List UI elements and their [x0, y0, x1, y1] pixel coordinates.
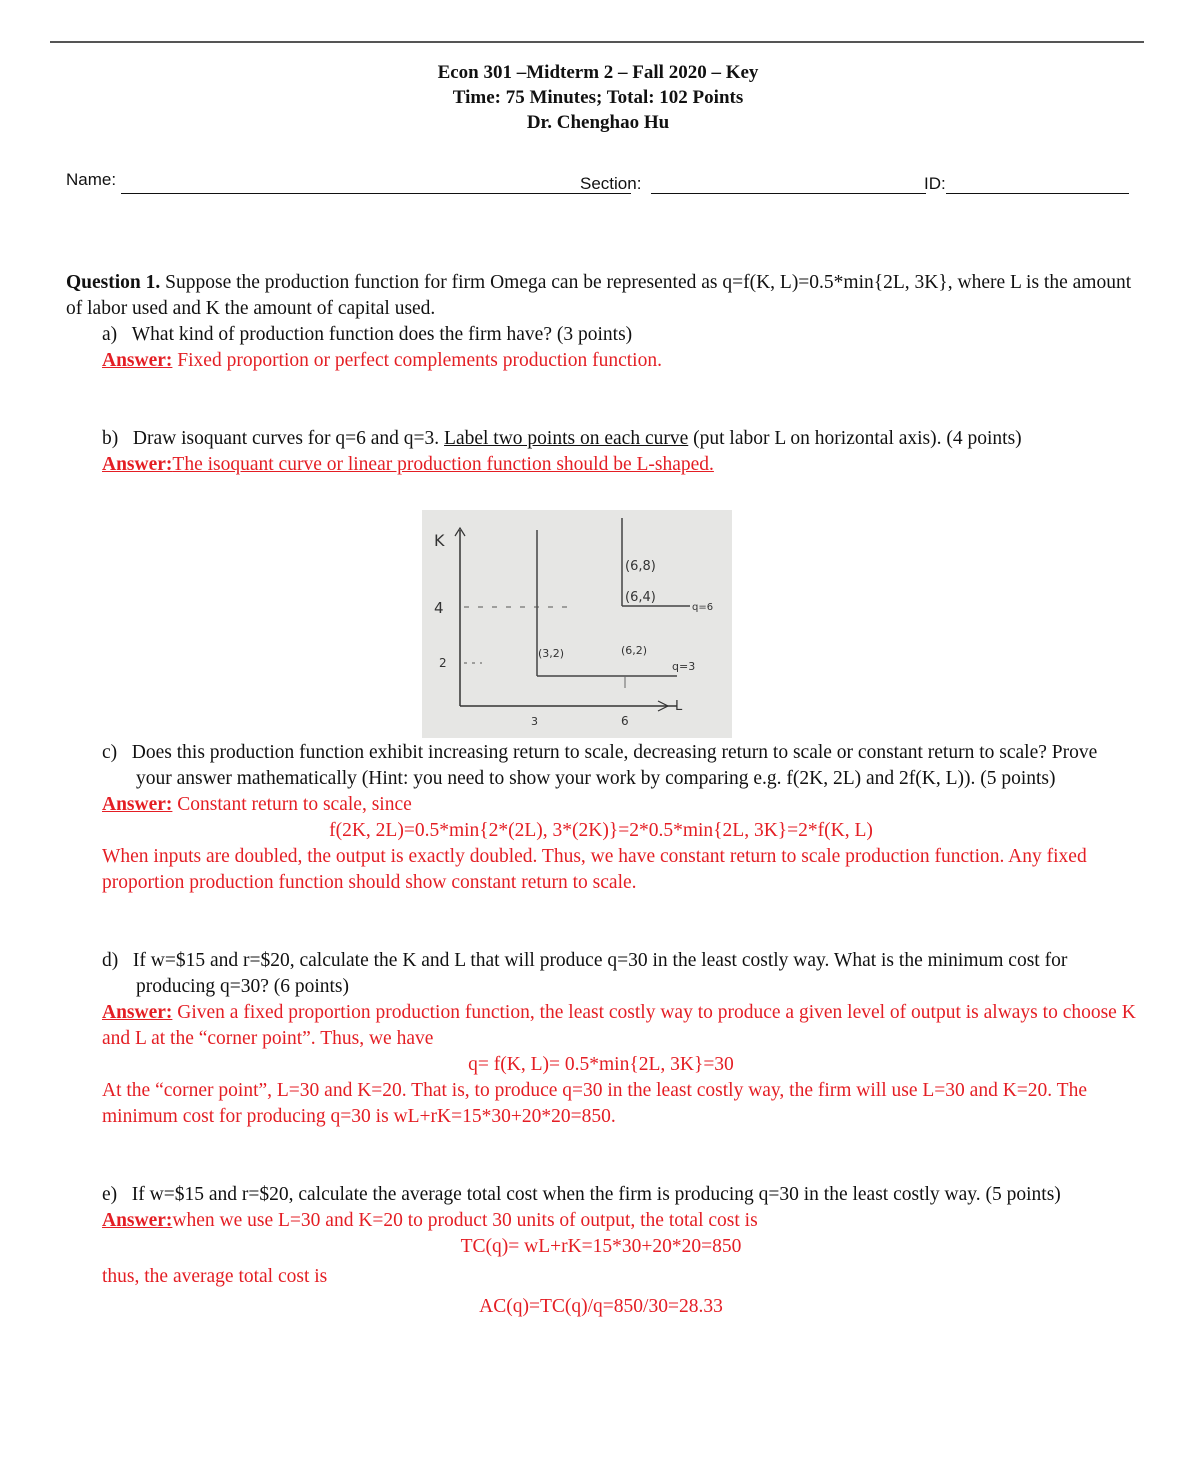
part-b-text-post: (put labor L on horizontal axis). (4 points): [688, 428, 1022, 449]
part-a-marker: a): [102, 324, 118, 345]
isoquant-sketch: [422, 510, 732, 738]
part-e-text: If w=$15 and r=$20, calculate the average total cost when the firm is producing q=30 in the least costly way. (5 points): [131, 1184, 1061, 1205]
name-label: Name:: [66, 170, 117, 189]
id-field[interactable]: [946, 193, 1129, 194]
part-c-text: Does this production function exhibit increasing return to scale, decreasing return to scale or constant return to scale? Prove your answer mathematically (Hint: you need to show your work by comparing e.g. f(2K, 2L) and 2f(K, L)). (5 points): [131, 742, 1098, 789]
exam-header: [0, 60, 1196, 135]
tick-l6: 6: [621, 714, 629, 728]
part-e-answer-text: when we use L=30 and K=20 to product 30 units of output, the total cost is: [172, 1210, 758, 1231]
point-6-4: (6,4): [625, 590, 656, 605]
answer-label: Answer:: [102, 1210, 173, 1231]
part-d-marker: d): [102, 950, 119, 971]
l-axis-label: L: [675, 699, 683, 714]
part-e-question: [102, 1182, 1136, 1208]
exam-title: Econ 301 –Midterm 2 – Fall 2020 – Key: [437, 62, 759, 83]
question-1-label: Question 1.: [66, 272, 161, 293]
part-a-answer-text: Fixed proportion or perfect complements production function.: [172, 350, 662, 371]
question-1-text: Suppose the production function for firm Omega can be represented as q=f(K, L)=0.5*min{2L, 3K}, where L is the amount of labor used and K the amount of capital used.: [66, 272, 1132, 319]
part-c-answer: [102, 792, 1136, 818]
tick-l3: 3: [531, 715, 538, 728]
k-axis-label: K: [434, 531, 445, 550]
answer-label: Answer:: [102, 350, 173, 371]
part-c-marker: c): [102, 742, 118, 763]
question-1: [66, 270, 1136, 322]
part-e-equation-ac: AC(q)=TC(q)/q=850/30=28.33: [479, 1296, 723, 1317]
part-d-answer: [102, 1000, 1136, 1052]
exam-instructor: Dr. Chenghao Hu: [526, 112, 670, 133]
answer-label: Answer:: [102, 454, 173, 475]
part-c-explanation: When inputs are doubled, the output is exactly doubled. Thus, we have constant return to scale production function. Any fixed proportion production function should show constant return to scale.: [102, 846, 1087, 893]
name-field[interactable]: [121, 193, 631, 194]
tick-k4: 4: [434, 599, 444, 617]
section-field[interactable]: [651, 193, 926, 194]
isoquant-q3-label: q=3: [672, 660, 696, 673]
part-d-equation: q= f(K, L)= 0.5*min{2L, 3K}=30: [468, 1054, 734, 1075]
part-b-answer: [102, 452, 1136, 478]
part-b-answer-text: The isoquant curve or linear production function should be L-shaped.: [172, 454, 714, 475]
id-label: ID:: [924, 174, 946, 193]
part-a-text: What kind of production function does the firm have? (3 points): [131, 324, 633, 345]
point-3-2: (3,2): [538, 647, 565, 660]
part-e-equation-tc: TC(q)= wL+rK=15*30+20*20=850: [460, 1236, 742, 1257]
point-6-8: (6,8): [625, 559, 656, 574]
part-d-explanation: At the “corner point”, L=30 and K=20. That is, to produce q=30 in the least costly way, the firm will use L=30 and K=20. The minimum cost for producing q=30 is wL+rK=15*30+20*20=850.: [102, 1080, 1087, 1127]
point-6-2: (6,2): [621, 644, 648, 657]
tick-k2: 2: [439, 656, 447, 670]
answer-label: Answer:: [102, 1002, 173, 1023]
part-e-answer: [102, 1208, 1136, 1234]
part-e-note: thus, the average total cost is: [102, 1266, 328, 1287]
part-b-text-pre: Draw isoquant curves for q=6 and q=3.: [132, 428, 445, 449]
part-c-question: [102, 740, 1136, 792]
part-d-question: [102, 948, 1136, 1000]
question-content: [66, 270, 1136, 1320]
part-b-marker: b): [102, 428, 119, 449]
top-rule: [50, 41, 1144, 43]
part-e-marker: e): [102, 1184, 118, 1205]
part-c-equation: f(2K, 2L)=0.5*min{2*(2L), 3*(2K)}=2*0.5*min{2L, 3K}=2*f(K, L): [329, 820, 873, 841]
part-a-answer: [102, 348, 1136, 374]
isoquant-sketch-svg: [422, 510, 732, 738]
part-b-text-underlined: Label two points on each curve: [444, 428, 689, 449]
part-c-answer-text: Constant return to scale, since: [172, 794, 412, 815]
part-b-question: [102, 426, 1136, 452]
part-d-text: If w=$15 and r=$20, calculate the K and L that will produce q=30 in the least costly way. What is the minimum cost for producing q=30? (6 points): [132, 950, 1068, 997]
part-d-answer-text: Given a fixed proportion production function, the least costly way to produce a given level of output is always to choose K and L at the “corner point”. Thus, we have: [102, 1002, 1136, 1049]
isoquant-q6-label: q=6: [692, 602, 714, 613]
part-a-question: [102, 322, 1136, 348]
exam-time: Time: 75 Minutes; Total: 102 Points: [452, 87, 744, 108]
section-label: Section:: [580, 174, 642, 193]
answer-label: Answer:: [102, 794, 173, 815]
